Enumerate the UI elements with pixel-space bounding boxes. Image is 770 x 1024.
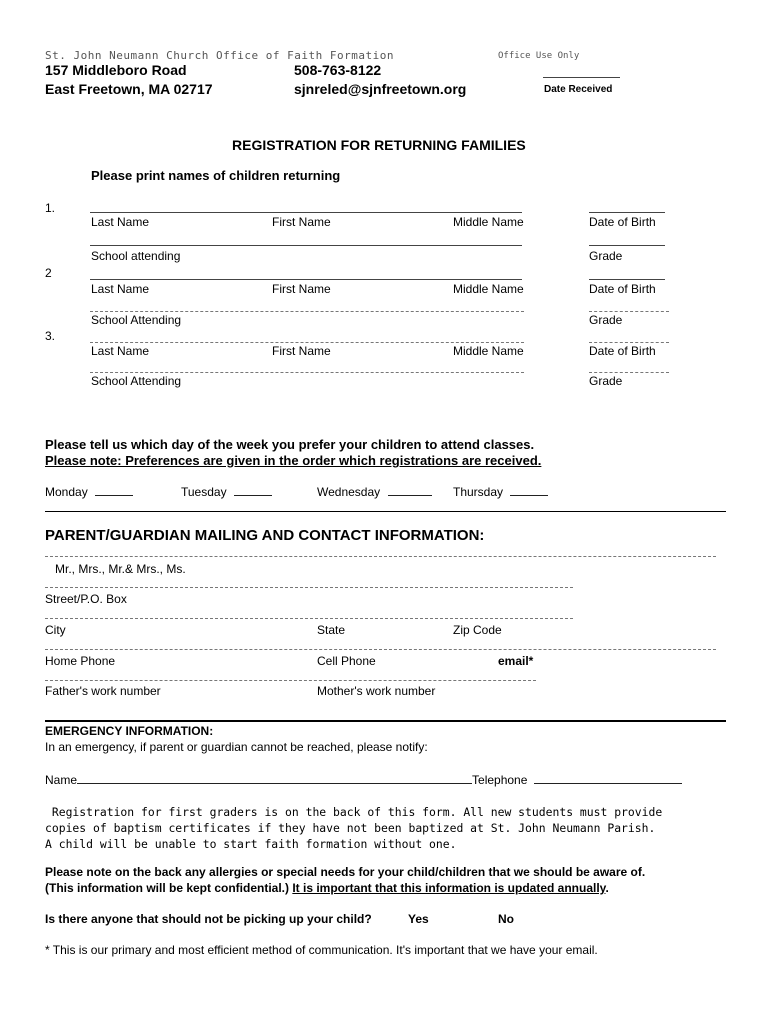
child-number: 1. — [45, 201, 56, 215]
child-name-line[interactable] — [90, 342, 524, 343]
street-line[interactable] — [45, 587, 573, 588]
grade-line[interactable] — [589, 372, 669, 373]
child-number: 3. — [45, 329, 56, 343]
day-option-tuesday — [181, 485, 272, 499]
grade-label: Grade — [589, 313, 623, 327]
date-received-line[interactable] — [543, 77, 620, 78]
day-pref-note: Please note: Preferences are given in the order which registrations are received. — [45, 453, 542, 468]
child-dob-line[interactable] — [589, 342, 669, 343]
day-label: Thursday — [453, 485, 504, 499]
address-line1: 157 Middleboro Road — [45, 62, 187, 78]
section-divider — [45, 720, 726, 722]
emergency-name-field[interactable] — [77, 773, 472, 784]
allergies-note: Please note on the back any allergies or special needs for your child/children that we should be aware of. — [45, 865, 646, 879]
emergency-contact-row — [45, 773, 682, 787]
mother-work-label: Mother's work number — [317, 684, 436, 698]
school-label: School Attending — [91, 374, 182, 388]
day-option-monday — [45, 485, 133, 499]
first-name-label: First Name — [272, 344, 331, 358]
pickup-no-option[interactable]: No — [498, 912, 514, 926]
child-name-line[interactable] — [90, 212, 522, 213]
middle-name-label: Middle Name — [453, 215, 524, 229]
confidential-text: (This information will be kept confidential.) — [45, 881, 293, 895]
school-line[interactable] — [90, 311, 524, 312]
middle-name-label: Middle Name — [453, 344, 524, 358]
office-phone: 508-763-8122 — [294, 62, 382, 78]
day-blank[interactable] — [95, 485, 133, 496]
grade-line[interactable] — [589, 245, 665, 246]
child-name-line[interactable] — [90, 279, 522, 280]
first-name-label: First Name — [272, 215, 331, 229]
day-label: Wednesday — [317, 485, 381, 499]
notice-line: copies of baptism certificates if they have not been baptized at St. John Neumann Parish. — [45, 821, 656, 835]
home-phone-label: Home Phone — [45, 654, 116, 668]
last-name-label: Last Name — [91, 282, 150, 296]
office-use-label: Office Use Only — [498, 51, 580, 61]
dob-label: Date of Birth — [589, 282, 656, 296]
state-label: State — [317, 623, 346, 637]
day-blank[interactable] — [510, 485, 548, 496]
date-received-label: Date Received — [544, 84, 613, 95]
emergency-instruction: In an emergency, if parent or guardian cannot be reached, please notify: — [45, 740, 428, 754]
zip-label: Zip Code — [453, 623, 502, 637]
email-label: email* — [498, 654, 534, 668]
grade-line[interactable] — [589, 311, 669, 312]
last-name-label: Last Name — [91, 215, 150, 229]
update-annually-text: It is important that this information is updated annually — [292, 881, 606, 895]
day-pref-question: Please tell us which day of the week you prefer your children to attend classes. — [45, 437, 535, 452]
confidential-period: . — [605, 881, 609, 895]
dob-label: Date of Birth — [589, 215, 656, 229]
city-state-zip-line[interactable] — [45, 618, 573, 619]
day-label: Monday — [45, 485, 88, 499]
notice-line: Registration for first graders is on the back of this form. All new students must provide — [45, 805, 663, 819]
form-title: REGISTRATION FOR RETURNING FAMILIES — [232, 137, 526, 153]
day-label: Tuesday — [181, 485, 227, 499]
day-option-thursday — [453, 485, 548, 499]
dob-label: Date of Birth — [589, 344, 656, 358]
emergency-heading: EMERGENCY INFORMATION: — [45, 724, 214, 738]
notice-line: A child will be unable to start faith formation without one. — [45, 837, 457, 851]
org-name: St. John Neumann Church Office of Faith Formation — [45, 49, 395, 62]
emergency-telephone-field[interactable] — [534, 773, 682, 784]
office-email: sjnreled@sjnfreetown.org — [294, 81, 467, 97]
cell-phone-label: Cell Phone — [317, 654, 376, 668]
day-blank[interactable] — [388, 485, 432, 496]
section-divider — [45, 511, 726, 512]
parent-name-line[interactable] — [45, 556, 716, 557]
pickup-yes-option[interactable]: Yes — [408, 912, 429, 926]
grade-label: Grade — [589, 249, 623, 263]
email-footnote: * This is our primary and most efficient method of communication. It's important that we have your email. — [45, 943, 598, 957]
child-dob-line[interactable] — [589, 279, 665, 280]
phone-email-line[interactable] — [45, 649, 716, 650]
confidential-note — [45, 881, 609, 895]
father-work-label: Father's work number — [45, 684, 161, 698]
emergency-name-label: Name — [45, 773, 78, 787]
school-line[interactable] — [90, 372, 524, 373]
parent-section-heading: PARENT/GUARDIAN MAILING AND CONTACT INFORMATION: — [45, 527, 485, 544]
day-blank[interactable] — [234, 485, 272, 496]
school-line[interactable] — [90, 245, 522, 246]
child-dob-line[interactable] — [589, 212, 665, 213]
address-line2: East Freetown, MA 02717 — [45, 81, 213, 97]
middle-name-label: Middle Name — [453, 282, 524, 296]
pickup-question: Is there anyone that should not be picking up your child? — [45, 912, 372, 926]
emergency-telephone-label: Telephone — [472, 773, 528, 787]
last-name-label: Last Name — [91, 344, 150, 358]
city-label: City — [45, 623, 66, 637]
children-prompt: Please print names of children returning — [91, 168, 341, 183]
work-number-line[interactable] — [45, 680, 536, 681]
street-label: Street/P.O. Box — [45, 592, 127, 606]
parent-names-label: Mr., Mrs., Mr.& Mrs., Ms. — [55, 562, 186, 576]
school-label: School Attending — [91, 313, 182, 327]
child-number: 2 — [45, 266, 52, 280]
first-name-label: First Name — [272, 282, 331, 296]
day-option-wednesday — [317, 485, 432, 499]
grade-label: Grade — [589, 374, 623, 388]
school-label: School attending — [91, 249, 181, 263]
